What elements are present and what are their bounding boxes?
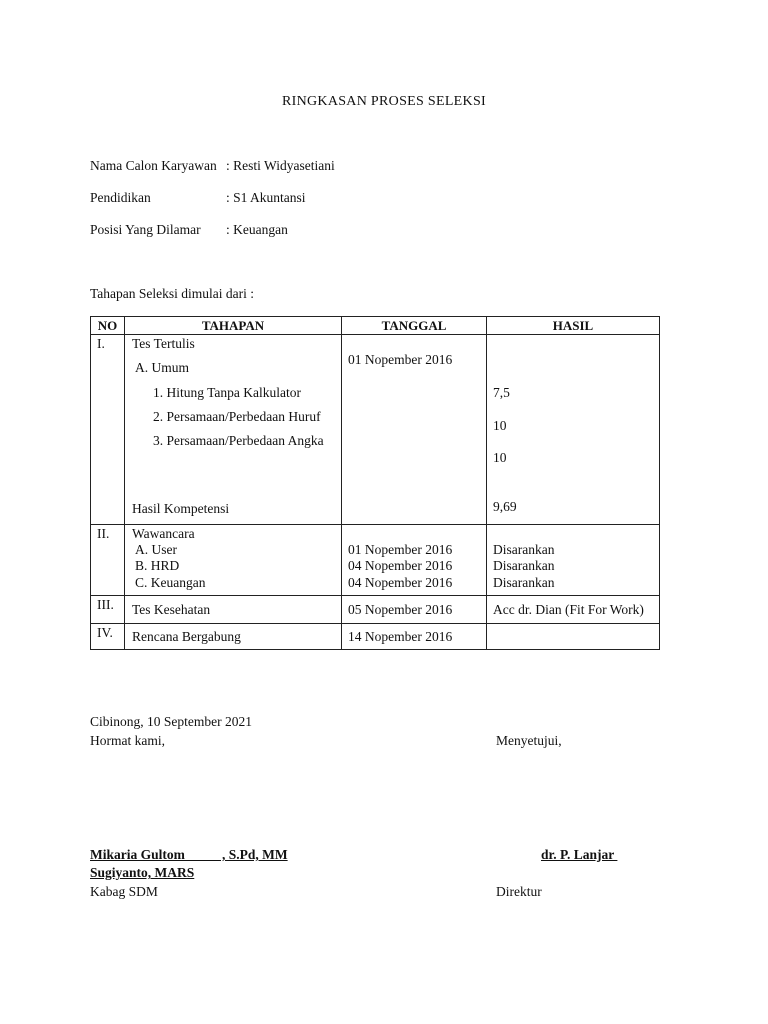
place-date: Cibinong, 10 September 2021 (90, 714, 252, 729)
row-no: II. (97, 526, 110, 541)
right-signer-position: Direktur (496, 884, 542, 899)
header-no: NO (91, 317, 125, 335)
stage-date: 01 Nopember 2016 (348, 352, 453, 367)
table-row (91, 335, 660, 525)
stage-result: Disarankan (493, 575, 555, 590)
header-stage: TAHAPAN (125, 317, 342, 335)
stage-sub: A. Umum (135, 360, 189, 375)
stage-date: 04 Nopember 2016 (348, 558, 453, 573)
score: 10 (493, 418, 507, 433)
score: 7,5 (493, 385, 510, 400)
header-result: HASIL (487, 317, 660, 335)
stage-item: A. User (135, 542, 177, 557)
stage-date: 14 Nopember 2016 (348, 629, 453, 644)
stage-item: C. Keuangan (135, 575, 206, 590)
stage-result: Acc dr. Dian (Fit For Work) (493, 602, 644, 617)
stage-item: 2. Persamaan/Perbedaan Huruf (153, 409, 321, 424)
left-signer-position: Kabag SDM (90, 884, 158, 899)
stage-item: 3. Persamaan/Perbedaan Angka (153, 433, 324, 448)
info-label-name: Nama Calon Karyawan (90, 158, 217, 173)
stage-name: Wawancara (132, 526, 195, 541)
stage-date: 01 Nopember 2016 (348, 542, 453, 557)
stage-date: 05 Nopember 2016 (348, 602, 453, 617)
stage-name: Tes Kesehatan (132, 602, 211, 617)
stage-summary: Hasil Kompetensi (132, 501, 230, 516)
stage-item: B. HRD (135, 558, 180, 573)
row-no: IV. (97, 625, 113, 640)
table-header-row (91, 317, 660, 335)
table-row (91, 596, 660, 624)
info-label-education: Pendidikan (90, 190, 151, 205)
stage-result: Disarankan (493, 542, 555, 557)
table-row (91, 525, 660, 596)
info-value-position: : Keuangan (226, 222, 288, 237)
left-greeting: Hormat kami, (90, 733, 165, 748)
stage-item: 1. Hitung Tanpa Kalkulator (153, 385, 302, 400)
info-label-position: Posisi Yang Dilamar (90, 222, 201, 237)
page-title: RINGKASAN PROSES SELEKSI (281, 94, 486, 109)
selection-table (90, 316, 660, 650)
left-signer-name: Mikaria Gultom , S.Pd, MM (90, 847, 288, 862)
score: 10 (493, 450, 507, 465)
table-row (91, 624, 660, 650)
right-signer-name: dr. P. Lanjar (541, 847, 618, 862)
stage-name: Rencana Bergabung (132, 629, 241, 644)
stage-name: Tes Tertulis (132, 336, 195, 351)
intro-text: Tahapan Seleksi dimulai dari : (90, 286, 255, 301)
row-no: I. (97, 336, 105, 351)
right-greeting: Menyetujui, (496, 733, 562, 748)
left-signer-name-cont: Sugiyanto, MARS (90, 865, 195, 880)
info-value-education: : S1 Akuntansi (226, 190, 306, 205)
summary-score: 9,69 (493, 499, 517, 514)
stage-date: 04 Nopember 2016 (348, 575, 453, 590)
header-date: TANGGAL (342, 317, 487, 335)
stage-result: Disarankan (493, 558, 555, 573)
row-no: III. (97, 597, 114, 612)
info-value-name: : Resti Widyasetiani (226, 158, 335, 173)
